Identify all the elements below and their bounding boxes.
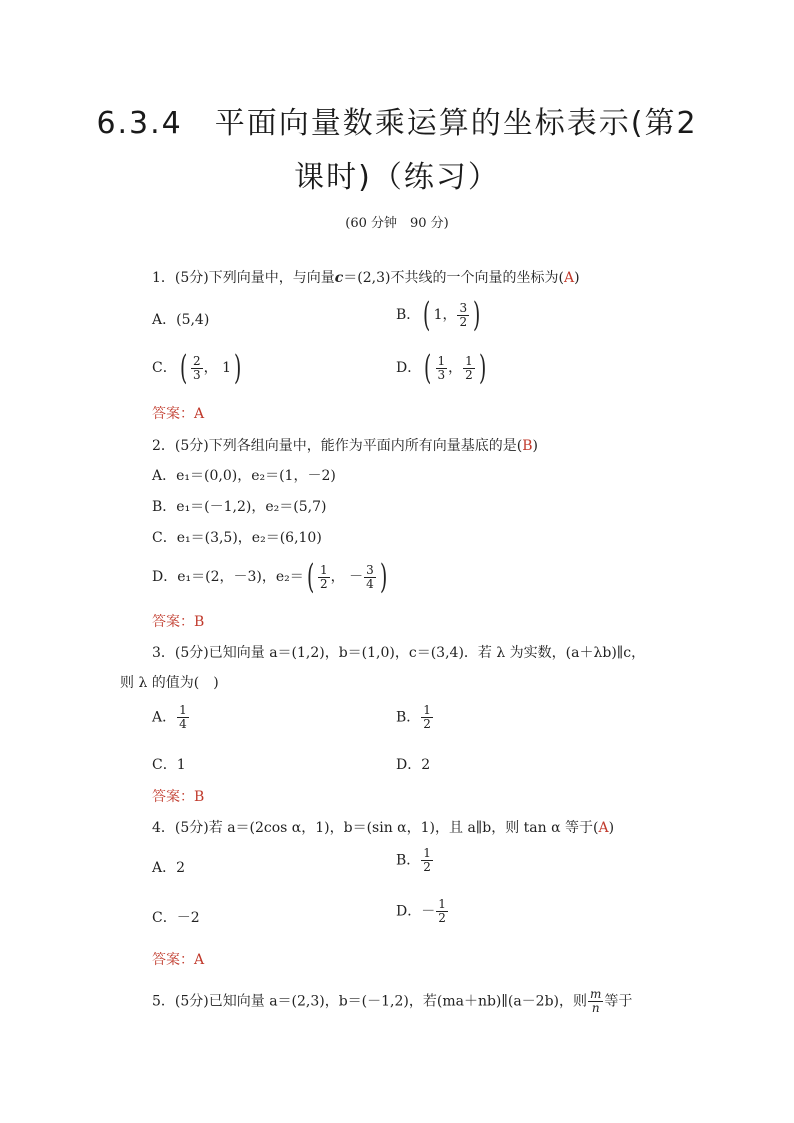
- q4-option-b: B． $\frac{1}{2}$: [396, 846, 431, 874]
- question-1-stem: 1．(5分)下列向量中，与向量c＝(2,3)不共线的一个向量的坐标为(A): [152, 270, 580, 286]
- q2-option-d: D．e₁＝(2，－3)，e₂＝( $\frac{1}{2}$ ， － $\frac{3}{4}$ ): [152, 557, 388, 597]
- q3-option-c: C．1: [152, 757, 186, 773]
- q1-option-a: A．(5,4): [152, 312, 210, 328]
- question-2-choice: B: [522, 438, 533, 454]
- question-4-choice: A: [598, 820, 609, 836]
- page-title-line1: 6.3.4 平面向量数乘运算的坐标表示(第2: [96, 106, 698, 141]
- question-5-stem: 5．(5分)已知向量 a＝(2,3)，b＝(－1,2)，若(ma＋nb)∥(a－2b)，则 $\frac{m}{n}$ 等于: [152, 987, 633, 1015]
- time-score-info: (60 分钟 90 分): [345, 216, 449, 231]
- q2-answer: 答案：B: [152, 614, 205, 630]
- q4-option-a: A．2: [152, 860, 186, 876]
- q2-option-a: A．e₁＝(0,0)，e₂＝(1，－2): [152, 468, 336, 484]
- q1-option-b: B．( 1， $\frac{3}{2}$ ): [396, 295, 481, 335]
- q4-answer: 答案：A: [152, 952, 205, 968]
- question-4-stem: 4．(5分)若 a＝(2cos α，1)，b＝(sin α，1)，且 a∥b，则 tan α 等于(A): [152, 820, 615, 836]
- q3-option-d: D．2: [396, 757, 431, 773]
- q3-option-a: A． $\frac{1}{4}$: [152, 703, 187, 731]
- q2-option-b: B．e₁＝(－1,2)，e₂＝(5,7): [152, 499, 327, 515]
- question-2-stem: 2．(5分)下列各组向量中，能作为平面内所有向量基底的是(B): [152, 438, 538, 454]
- q1-option-c: C．( $\frac{2}{3}$ ， 1): [152, 348, 242, 388]
- question-3-stem-cont: 则 λ 的值为( ): [120, 675, 219, 691]
- q1-answer: 答案：A: [152, 406, 205, 422]
- question-3-stem: 3．(5分)已知向量 a＝(1,2)，b＝(1,0)，c＝(3,4)．若 λ 为实数，(a＋λb)∥c，: [152, 645, 646, 661]
- q3-option-b: B． $\frac{1}{2}$: [396, 703, 431, 731]
- q2-option-c: C．e₁＝(3,5)，e₂＝(6,10): [152, 530, 322, 546]
- q3-answer: 答案：B: [152, 789, 205, 805]
- q4-option-c: C．－2: [152, 910, 200, 926]
- q1-option-d: D．( $\frac{1}{3}$ ， $\frac{1}{2}$ ): [396, 348, 487, 388]
- q4-option-d: D．－ $\frac{1}{2}$: [396, 897, 446, 925]
- question-1-choice: A: [563, 270, 575, 286]
- page-title-line2: 课时)（练习）: [294, 160, 500, 195]
